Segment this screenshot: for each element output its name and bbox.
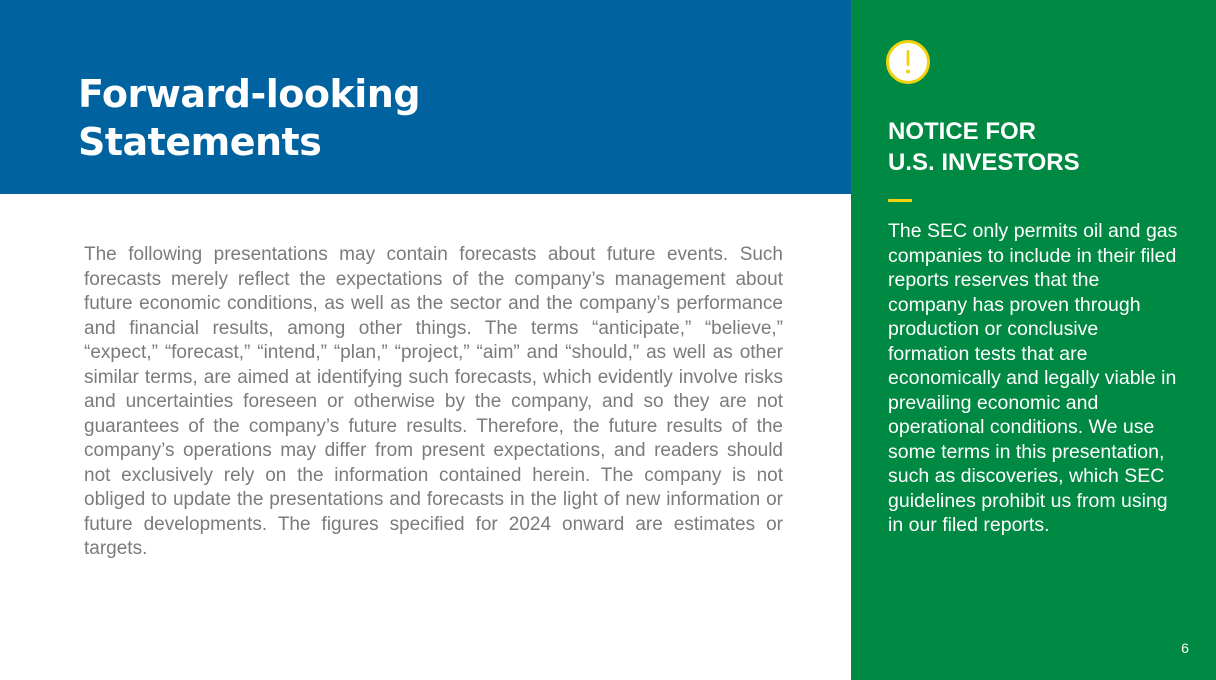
page-title: Forward-looking Statements (78, 72, 421, 164)
accent-divider (888, 199, 912, 202)
page-number: 6 (1181, 640, 1189, 656)
forward-looking-paragraph: The following presentations may contain forecasts about future events. Such forecasts merely reflect the expectations of the company’s management about future economic conditions, as well as the sector and the company’s performance and financial results, among other things. The terms “anticipate,” “believe,” “expect,” “forecast,” “intend,” “plan,” “project,” “aim” and “should,” as well as other similar terms, are aimed at identifying such forecasts, which evidently involve risks and uncertainties foreseen or otherwise by the company, and so they are not guarantees of the company’s future results. Therefore, the future results of the company’s operations may differ from present expectations, and readers should not exclusively rely on the information contained herein. The company is not obliged to update the presentations and forecasts in the light of new information or future developments. The figures specified for 2024 onward are estimates or targets. (84, 244, 783, 559)
notice-title: NOTICE FOR U.S. INVESTORS (888, 118, 1080, 176)
notice-text: The SEC only permits oil and gas companies to include in their filed reports reserves that the company has proven through production or conclusive formation tests that are economically and legally viable in prevailing economic and operational conditions. We use some terms in this presentation, such as discoveries, which SEC guidelines prohibit us from using in our filed reports. (888, 220, 1178, 536)
exclamation-alert-icon (886, 40, 930, 84)
